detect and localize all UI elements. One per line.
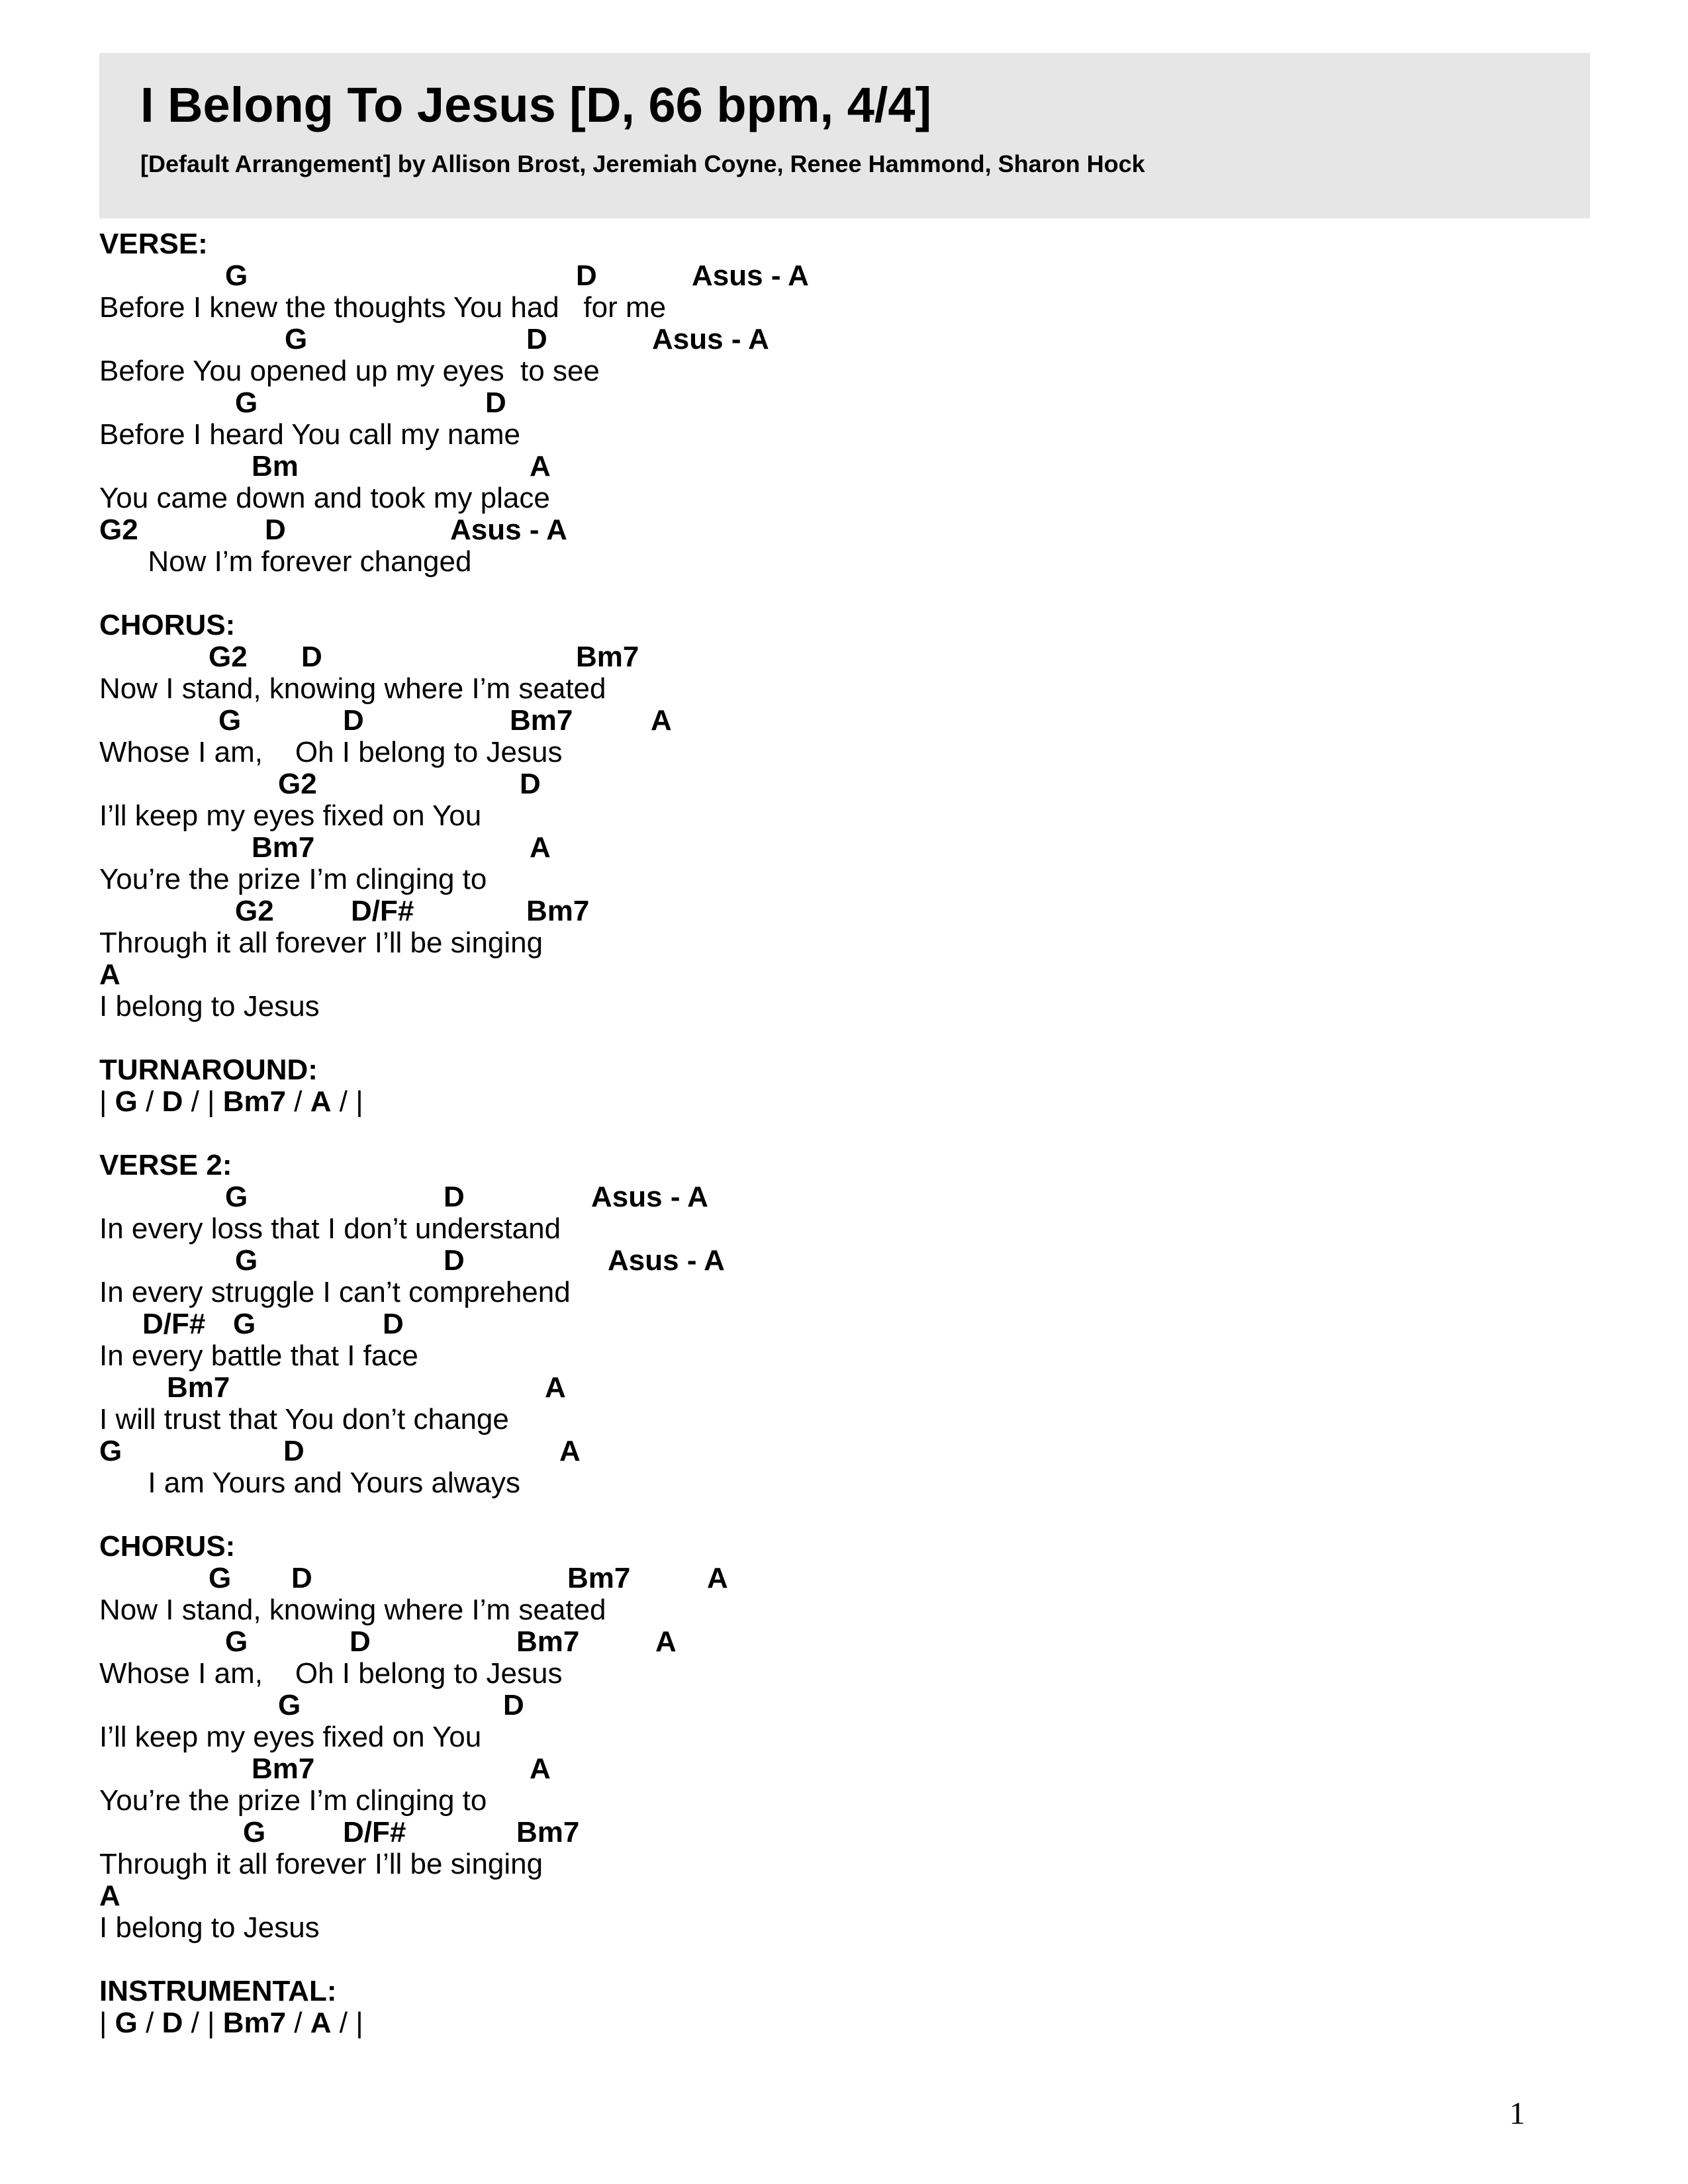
lyric-line: I belong to Jesus	[99, 990, 320, 1023]
lyric-line: Before You opened up my eyes to see	[99, 355, 600, 387]
section-label: VERSE 2:	[99, 1149, 232, 1181]
chord: D	[350, 1625, 371, 1658]
song-title: I Belong To Jesus [D, 66 bpm, 4/4]	[140, 77, 932, 132]
chord: D	[444, 1181, 465, 1213]
chord: G	[99, 1435, 122, 1467]
chord: G2	[278, 768, 317, 800]
lyric-line: Now I stand, knowing where I’m seated	[99, 672, 606, 705]
bar-separator: |	[99, 2007, 115, 2039]
chord-row	[99, 895, 1589, 927]
lyric-line: Now I’m forever changed	[99, 545, 472, 578]
lyric-line: I’ll keep my eyes fixed on You	[99, 1721, 482, 1753]
section-lines	[99, 260, 1589, 578]
chord: Bm7	[526, 895, 590, 927]
bar-separator: / |	[183, 1085, 223, 1118]
section-label: CHORUS:	[99, 1530, 236, 1563]
chord-row	[99, 1690, 1589, 1721]
spacer	[99, 578, 1589, 610]
chord-row	[99, 1817, 1589, 1848]
chord-bars	[99, 1086, 1589, 1118]
chord: D	[503, 1689, 524, 1721]
chord: G	[285, 323, 308, 355]
chord: Bm7	[252, 831, 315, 864]
chord: Bm7	[576, 641, 639, 673]
chord: D	[526, 323, 547, 355]
lyric-line: Before I knew the thoughts You had for me	[99, 291, 667, 324]
chord: Asus - A	[652, 323, 769, 355]
chord: Bm7	[567, 1562, 631, 1594]
section-label: CHORUS:	[99, 609, 236, 641]
lyric-line: In every battle that I face	[99, 1340, 418, 1372]
chord-row	[99, 324, 1589, 355]
section-label: VERSE:	[99, 228, 208, 260]
chord: Asus - A	[608, 1244, 725, 1277]
chord-row	[99, 1563, 1589, 1594]
chord: D	[283, 1435, 305, 1467]
lyric-line: In every loss that I don’t understand	[99, 1212, 561, 1245]
chord: A	[99, 958, 120, 991]
chord: G2	[209, 641, 248, 673]
bar-separator: /	[286, 2007, 310, 2039]
chord: D	[520, 768, 541, 800]
chord-row	[99, 260, 1589, 292]
chord: D	[265, 514, 286, 546]
bar-separator: |	[99, 1085, 115, 1118]
section-label: INSTRUMENTAL:	[99, 1975, 337, 2007]
bar-separator: / |	[331, 2007, 363, 2039]
bar-separator: / |	[331, 1085, 363, 1118]
section-turnaround	[99, 1054, 1589, 1118]
chord-row	[99, 705, 1589, 737]
chord: G	[218, 704, 242, 737]
section-instrumental	[99, 1976, 1589, 2039]
chord: A	[310, 1085, 332, 1118]
lyric-line: I will trust that You don’t change	[99, 1403, 509, 1435]
lyric-line: Whose I am, Oh I belong to Jesus	[99, 736, 563, 768]
chord: D	[343, 704, 364, 737]
chord: A	[545, 1371, 566, 1404]
chord-row	[99, 387, 1589, 419]
chord: D	[162, 2007, 183, 2039]
spacer	[99, 1499, 1589, 1531]
chord: Bm7	[510, 704, 573, 737]
bar-separator: /	[137, 1085, 162, 1118]
chord-row	[99, 1435, 1589, 1467]
chord-chart	[99, 228, 1589, 2039]
chord: G2	[235, 895, 274, 927]
spacer	[99, 1023, 1589, 1054]
lyric-line: Whose I am, Oh I belong to Jesus	[99, 1657, 563, 1690]
chord: Asus - A	[450, 514, 567, 546]
chord-row	[99, 451, 1589, 482]
chord: G	[235, 1244, 258, 1277]
chord-row	[99, 959, 1589, 991]
bar-separator: / |	[183, 2007, 223, 2039]
spacer	[99, 1944, 1589, 1976]
chord: Bm7	[516, 1625, 580, 1658]
chord: D/F#	[142, 1308, 206, 1340]
section-chorus-1	[99, 610, 1589, 1023]
song-header	[99, 53, 1590, 218]
chord: D	[485, 387, 506, 419]
chord: Asus - A	[591, 1181, 708, 1213]
chord: A	[707, 1562, 728, 1594]
bar-separator: /	[286, 1085, 310, 1118]
chord: D	[576, 259, 597, 292]
chord: Bm7	[222, 2007, 287, 2039]
lyric-line: Now I stand, knowing where I’m seated	[99, 1594, 606, 1626]
chord: A	[530, 1752, 551, 1785]
chord: A	[651, 704, 672, 737]
chord-row	[99, 1626, 1589, 1658]
chord-row	[99, 1308, 1589, 1340]
chord: G	[115, 2007, 138, 2039]
section-verse-2	[99, 1150, 1589, 1499]
chord: Bm7	[252, 1752, 315, 1785]
chord: G2	[99, 514, 138, 546]
chord: G	[209, 1562, 232, 1594]
lyric-line: Through it all forever I’ll be singing	[99, 1848, 543, 1880]
page-number: 1	[1509, 2096, 1525, 2131]
lyric-line: You’re the prize I’m clinging to	[99, 1784, 487, 1817]
chord: G	[235, 387, 258, 419]
chord: D	[301, 641, 322, 673]
chord: A	[559, 1435, 581, 1467]
chord: G	[225, 1181, 248, 1213]
lyric-line: You came down and took my place	[99, 482, 550, 514]
chord-row	[99, 768, 1589, 800]
chord: A	[310, 2007, 332, 2039]
chord-row	[99, 514, 1589, 546]
chord: D	[444, 1244, 465, 1277]
chord-row	[99, 1753, 1589, 1785]
chord: D/F#	[351, 895, 414, 927]
chord: A	[655, 1625, 677, 1658]
chord: A	[99, 1880, 120, 1912]
chord: D	[162, 1085, 183, 1118]
chord: G	[225, 1625, 248, 1658]
lyric-line: Before I heard You call my name	[99, 418, 520, 451]
chord: Bm7	[516, 1816, 580, 1848]
chord-row	[99, 1245, 1589, 1277]
lyric-line: You’re the prize I’m clinging to	[99, 863, 487, 895]
chord: Bm7	[167, 1371, 230, 1404]
chord: D	[383, 1308, 404, 1340]
chord-row	[99, 1372, 1589, 1404]
chord: D/F#	[343, 1816, 406, 1848]
chord-row	[99, 1181, 1589, 1213]
bar-separator: /	[137, 2007, 162, 2039]
section-verse-1	[99, 228, 1589, 578]
chord: A	[530, 831, 551, 864]
section-label: TURNAROUND:	[99, 1054, 318, 1086]
chord-row	[99, 641, 1589, 673]
lyric-line: I belong to Jesus	[99, 1911, 320, 1944]
song-credits: [Default Arrangement] by Allison Brost, Jeremiah Coyne, Renee Hammond, Sharon Hock	[140, 150, 1145, 177]
chord: G	[278, 1689, 301, 1721]
section-lines	[99, 1181, 1589, 1499]
chord: Bm7	[222, 1085, 287, 1118]
chord-row	[99, 832, 1589, 864]
chord: G	[243, 1816, 266, 1848]
chord: G	[115, 1085, 138, 1118]
chord: G	[225, 259, 248, 292]
spacer	[99, 1118, 1589, 1150]
lyric-line: In every struggle I can’t comprehend	[99, 1276, 571, 1308]
lyric-line: I am Yours and Yours always	[99, 1467, 520, 1499]
lyric-line: Through it all forever I’ll be singing	[99, 927, 543, 959]
section-lines	[99, 1563, 1589, 1944]
chord: Asus - A	[692, 259, 809, 292]
chord: D	[291, 1562, 312, 1594]
lyric-line: I’ll keep my eyes fixed on You	[99, 799, 482, 832]
chord: Bm	[252, 450, 299, 482]
chord: G	[233, 1308, 256, 1340]
chord: A	[530, 450, 551, 482]
section-lines	[99, 641, 1589, 1023]
section-chorus-2	[99, 1531, 1589, 1944]
chord-row	[99, 1880, 1589, 1912]
chord-bars	[99, 2007, 1589, 2039]
